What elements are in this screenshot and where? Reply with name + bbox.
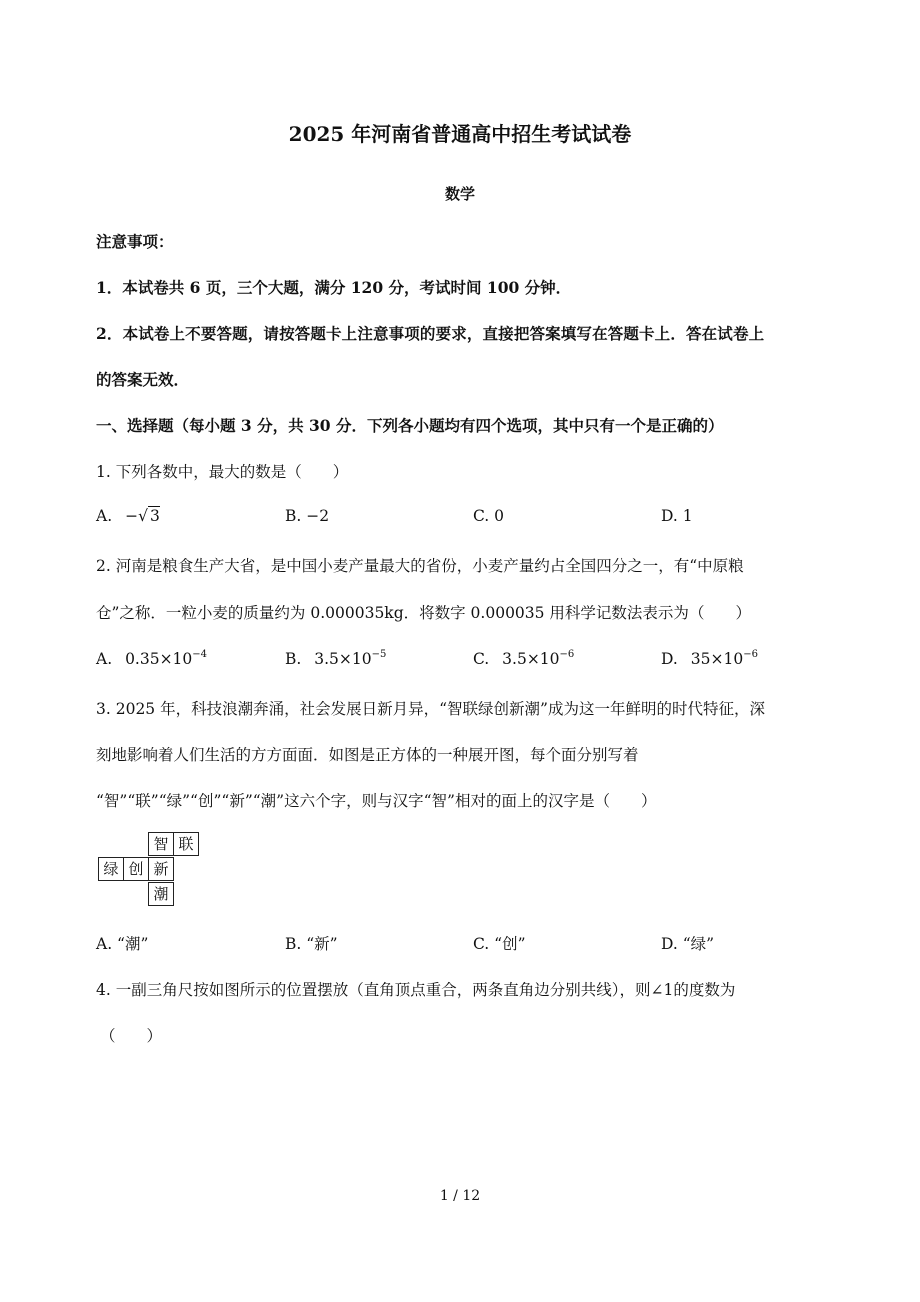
- option-label: B.: [285, 650, 302, 668]
- question-2-option-b: [285, 650, 386, 668]
- option-label: A.: [96, 507, 113, 525]
- subject-title: 数学: [444, 185, 475, 203]
- question-1-option-c: C. 0: [473, 507, 505, 525]
- option-label: D.: [661, 650, 678, 668]
- cube-net-figure: [96, 832, 200, 908]
- question-3-option-a: A. “潮”: [96, 935, 149, 953]
- question-1-option-a: [96, 507, 160, 525]
- option-label: C.: [473, 650, 490, 668]
- option-base: 3.5×10: [502, 650, 560, 668]
- question-4-line-2: （ ）: [100, 1027, 163, 1045]
- question-2-line-1: 2. 河南是粮食生产大省，是中国小麦产量最大的省份，小麦产量约占全国四分之一，有“中原粮: [96, 557, 744, 575]
- sqrt-symbol: √: [138, 507, 148, 525]
- question-1-stem: 1. 下列各数中，最大的数是（ ）: [96, 463, 349, 481]
- page-title: 2025 年河南省普通高中招生考试试卷: [288, 122, 632, 146]
- option-base: 3.5×10: [314, 650, 372, 668]
- question-2-option-d: [661, 650, 758, 668]
- minus-sign: −: [125, 507, 139, 525]
- option-label: A.: [96, 650, 113, 668]
- question-3-option-b: B. “新”: [285, 935, 338, 953]
- net-cell-lv: 绿: [98, 857, 124, 881]
- question-3-line-2: 刻地影响着人们生活的方方面面．如图是正方体的一种展开图，每个面分别写着: [96, 746, 639, 764]
- page-number: 1 / 12: [439, 1188, 481, 1204]
- notice-item-2-line-1: 2．本试卷上不要答题，请按答题卡上注意事项的要求，直接把答案填写在答题卡上．答在试卷上: [96, 324, 765, 343]
- question-4-text-pre: 4. 一副三角尺按如图所示的位置摆放（直角顶点重合，两条直角边分别共线），则: [96, 981, 651, 999]
- option-exponent: −5: [371, 649, 387, 660]
- question-2-option-a: [96, 650, 207, 668]
- question-3-option-d: D. “绿”: [661, 935, 715, 953]
- net-cell-lian: 联: [173, 832, 199, 856]
- angle-symbol: ∠1: [650, 981, 674, 999]
- question-4-line-1: [96, 978, 735, 1000]
- section-1-heading: 一、选择题（每小题 3 分，共 30 分．下列各小题均有四个选项，其中只有一个是正确的）: [96, 416, 724, 435]
- question-3-option-c: C. “创”: [473, 935, 526, 953]
- question-3-line-1: 3. 2025 年，科技浪潮奔涌，社会发展日新月异，“智联绿创新潮”成为这一年鲜明的时代特征，深: [96, 700, 765, 718]
- question-2-line-2: 仓”之称．一粒小麦的质量约为 0.000035kg．将数字 0.000035 用科学记数法表示为（ ）: [96, 604, 751, 622]
- question-1-option-b: B. −2: [285, 507, 330, 525]
- option-base: 35×10: [690, 650, 744, 668]
- net-cell-xin: 新: [148, 857, 174, 881]
- option-exponent: −4: [192, 649, 208, 660]
- notice-item-1: 1．本试卷共 6 页，三个大题，满分 120 分，考试时间 100 分钟．: [96, 278, 572, 297]
- notice-item-2-line-2: 的答案无效．: [96, 370, 190, 389]
- net-cell-chao: 潮: [148, 882, 174, 906]
- question-3-line-3: “智”“联”“绿”“创”“新”“潮”这六个字，则与汉字“智”相对的面上的汉字是（ ）: [96, 792, 657, 810]
- question-2-option-c: [473, 650, 574, 668]
- net-cell-zhi: 智: [148, 832, 174, 856]
- option-exponent: −6: [743, 649, 758, 660]
- question-1-option-d: D. 1: [661, 507, 693, 525]
- radicand: 3: [149, 507, 160, 525]
- option-exponent: −6: [559, 649, 575, 660]
- net-cell-chuang: 创: [123, 857, 149, 881]
- notice-heading: 注意事项：: [96, 232, 174, 251]
- option-base: 0.35×10: [125, 650, 193, 668]
- question-4-text-post: 的度数为: [673, 981, 736, 999]
